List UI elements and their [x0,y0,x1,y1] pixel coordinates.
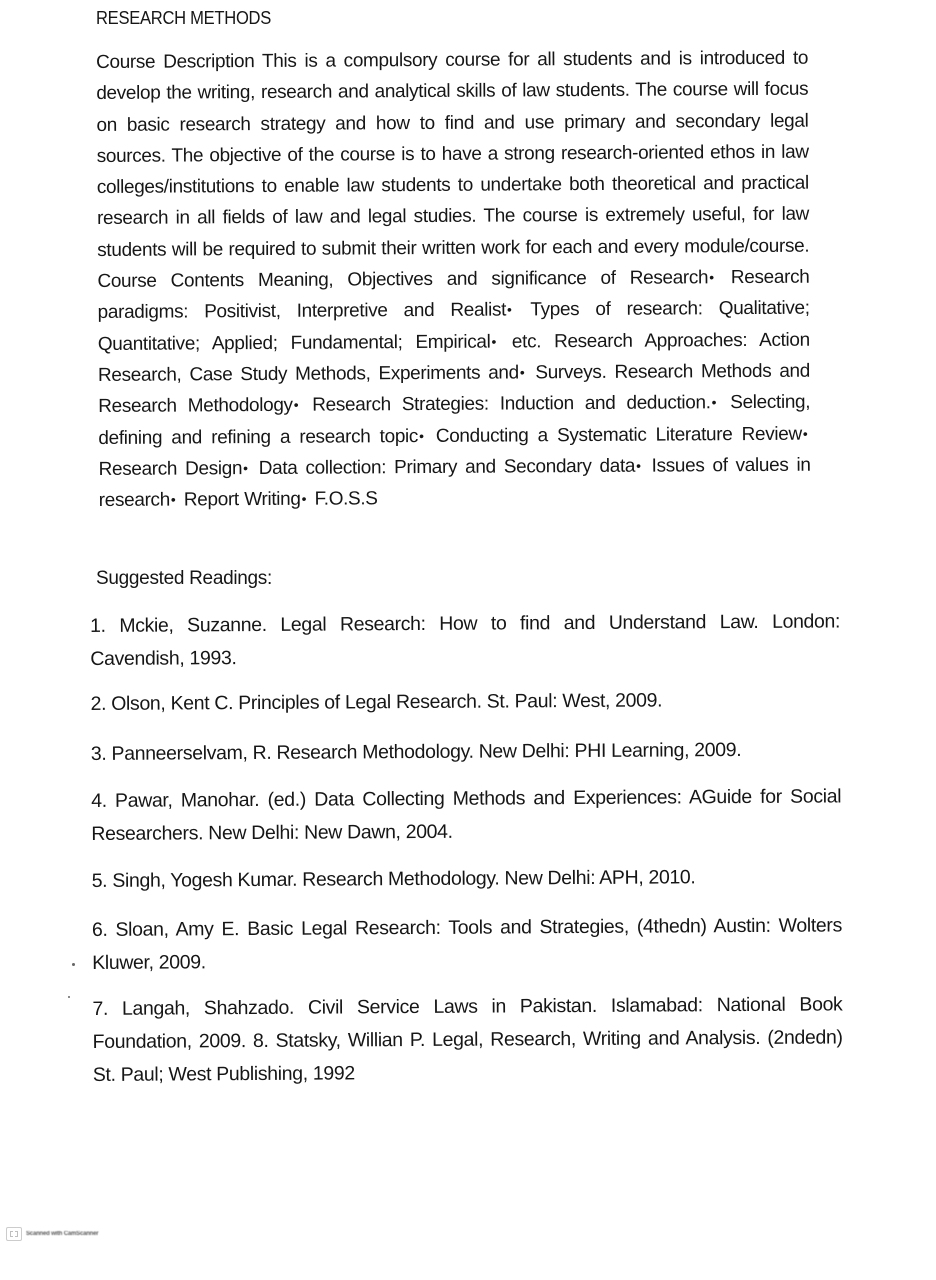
suggested-readings-list [90,605,843,1108]
bullet: • [243,459,248,476]
description-segment: Conducting a Systematic Literature Review [435,423,802,447]
description-segment: Research Strategies: Induction and deduction. [312,392,711,416]
bullet: • [293,397,299,414]
scan-speck [68,996,70,998]
description-segment: Research paradigms: Positivist, Interpretive and Realist [97,266,810,324]
reading-item: 4. Pawar, Manohar. (ed.) Data Collecting Methods and Experiences: AGuide for Social Researchers. New Delhi: New Dawn, 2004. [91,785,842,845]
description-segment: etc. Research Approaches: Action Research, Case Study Methods, Experiments and [97,329,810,386]
document-title: RESEARCH METHODS [96,8,272,28]
description-segment: F.O.S.S [314,488,378,510]
reading-item: 7. Langah, Shahzado. Civil Service Laws in Pakistan. Islamabad: National Book Foundation, 2009. 8. Statsky, Willian P. Legal, Research, Writing and Analysis. (2ndedn) St. Paul; West Publishing, 1992 [92,993,843,1086]
bullet: • [636,457,641,474]
reading-item: 3. Panneerselvam, R. Research Methodology. New Delhi: PHI Learning, 2009. [90,739,742,765]
description-segment: Research Design [98,457,243,480]
bullet: • [711,394,717,411]
course-description [96,43,811,517]
reading-item: 2. Olson, Kent C. Principles of Legal Research. St. Paul: West, 2009. [90,689,663,715]
description-segment: Selecting, defining and refining a research topic [98,391,811,449]
reading-item: 5. Singh, Yogesh Kumar. Research Methodology. New Delhi: APH, 2010. [91,866,696,892]
description-segment: Course Description This is a compulsory course for all students and is introduced to develop the writing, research and analytical skills of law students. The course will focus on basic research strategy and how to find and use primary and secondary legal sources. The objective of the course is to have a strong research-oriented ethos in law colleges/institutions to enable law students to undertake both theoretical and practical research in all fields of law and legal studies. The course is extremely useful, for law students will be required to submit their written work for each and every module/course. Course Contents Meaning, Objectives and significance of Research [96,47,810,293]
description-segment: Issues of values in research [98,454,811,512]
description-segment: Data collection: Primary and Secondary data [258,455,636,479]
watermark-text: Scanned with CamScanner [26,1231,99,1237]
bullet: • [802,425,808,442]
description-segment: Types of research: Qualitative; Quantitative; Applied; Fundamental; Empirical [97,298,810,355]
camscanner-logo-icon [6,1227,22,1241]
bullet: • [301,490,307,507]
bullet: • [506,301,512,318]
bullet: • [709,269,714,286]
bullet: • [418,427,424,444]
bullet: • [519,364,525,381]
reading-item: 1. Mckie, Suzanne. Legal Research: How to find and Understand Law. London: Cavendish, 1993. [90,610,841,670]
scan-speck [72,963,75,966]
suggested-readings-heading: Suggested Readings: [96,568,272,589]
bullet: • [491,333,497,350]
reading-item: 6. Sloan, Amy E. Basic Legal Research: Tools and Strategies, (4thedn) Austin: Wolters Kluwer, 2009. [91,914,843,974]
description-segment: Report Writing [183,488,301,511]
scanner-watermark [6,1227,98,1241]
description-segment: Surveys. Research Methods and Research Methodology [98,360,811,418]
bullet: • [170,491,176,508]
